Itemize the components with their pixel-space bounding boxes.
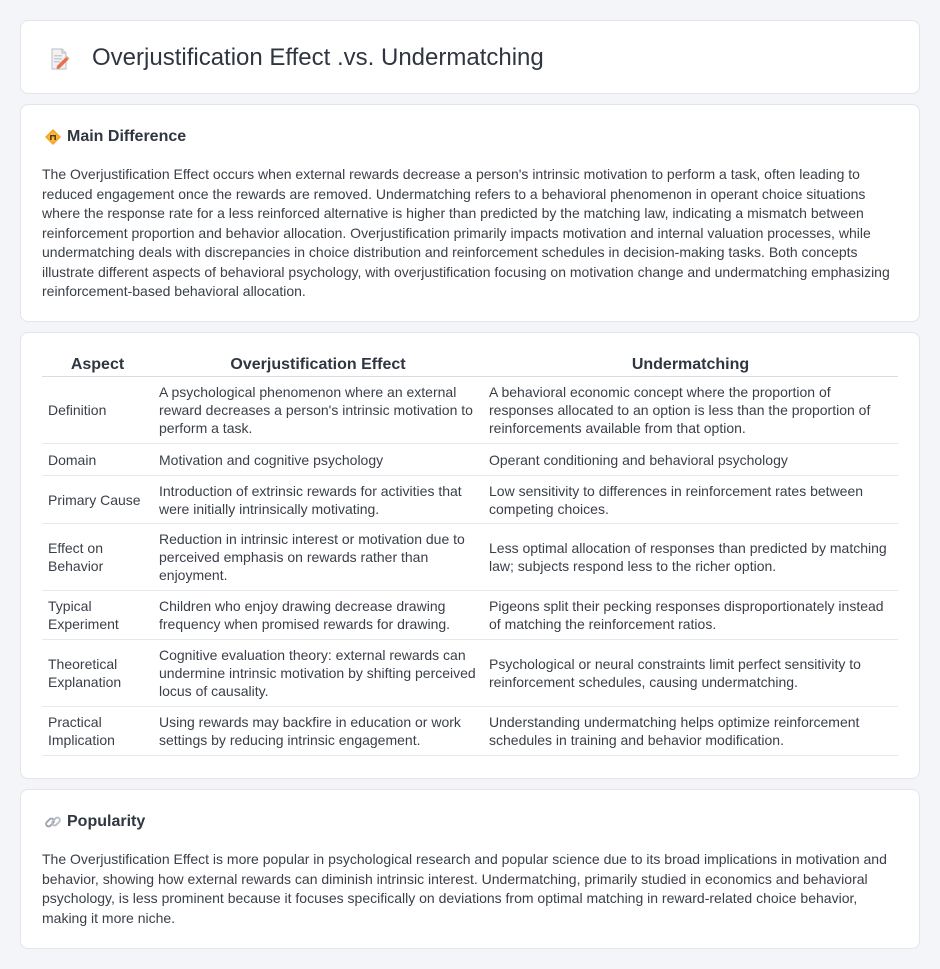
popularity-text: The Overjustification Effect is more popular in psychological research and popular science due to its broad implications in motivation and behavior, showing how external rewards can diminish intrinsic interest. Undermatching, primarily studied in economics and behavioral psychology, is less prominent because it focuses specifically on deviations from optimal matching in reward-related choice behavior, making it more niche. — [42, 851, 887, 926]
table-row — [42, 476, 898, 524]
diamond-sign-icon — [44, 128, 62, 146]
row-undermatching: Less optimal allocation of responses than predicted by matching law; subjects respond less to the richer option. — [483, 524, 898, 591]
table-row — [42, 377, 898, 444]
table-header-row — [42, 353, 898, 377]
header-card — [20, 20, 920, 94]
row-aspect: Typical Experiment — [42, 591, 153, 640]
row-aspect: Definition — [42, 377, 153, 444]
document-edit-icon — [47, 47, 71, 71]
table-row — [42, 524, 898, 591]
row-aspect: Domain — [42, 444, 153, 476]
row-aspect: Effect on Behavior — [42, 524, 153, 591]
comparison-card — [20, 332, 920, 779]
popularity-card — [20, 789, 920, 949]
main-difference-text: The Overjustification Effect occurs when external rewards decrease a person's intrinsic motivation to perform a task, often leading to reduced engagement once the rewards are removed. Undermatching refers to a behavioral phenomenon in operant choice situations where the response rate for a less reinforced alternative is higher than predicted by the matching law, indicating a mismatch between reinforcement proportion and behavior allocation. Overjustification primarily impacts motivation and internal valuation processes, while undermatching deals with discrepancies in choice distribution and reinforcement schedules in decision-making tasks. Both concepts illustrate different aspects of behavioral psychology, with overjustification focusing on motivation change and undermatching emphasizing reinforcement-based behavioral allocation. — [42, 166, 890, 299]
row-undermatching: Operant conditioning and behavioral psychology — [483, 444, 898, 476]
row-aspect: Practical Implication — [42, 707, 153, 756]
page-title: Overjustification Effect .vs. Undermatching — [92, 44, 544, 71]
row-aspect: Theoretical Explanation — [42, 640, 153, 707]
row-overjustification: Reduction in intrinsic interest or motivation due to perceived emphasis on rewards rather than enjoyment. — [153, 524, 483, 591]
header-aspect: Aspect — [42, 353, 153, 377]
table-row — [42, 640, 898, 707]
row-undermatching: A behavioral economic concept where the proportion of responses allocated to an option is less than the proportion of reinforcements available from that option. — [483, 377, 898, 444]
row-undermatching: Psychological or neural constraints limit perfect sensitivity to reinforcement schedules, causing undermatching. — [483, 640, 898, 707]
row-overjustification: Introduction of extrinsic rewards for activities that were initially intrinsically motivating. — [153, 476, 483, 524]
row-overjustification: Children who enjoy drawing decrease drawing frequency when promised rewards for drawing. — [153, 591, 483, 640]
header-overjustification: Overjustification Effect — [153, 353, 483, 377]
link-icon — [44, 813, 62, 831]
popularity-title: Popularity — [67, 813, 146, 830]
row-overjustification: Cognitive evaluation theory: external rewards can undermine intrinsic motivation by shifting perceived locus of causality. — [153, 640, 483, 707]
header-undermatching: Undermatching — [483, 353, 898, 377]
row-overjustification: Using rewards may backfire in education or work settings by reducing intrinsic engagement. — [153, 707, 483, 756]
row-undermatching: Low sensitivity to differences in reinforcement rates between competing choices. — [483, 476, 898, 524]
row-overjustification: A psychological phenomenon where an external reward decreases a person's intrinsic motivation to perform a task. — [153, 377, 483, 444]
main-difference-card — [20, 104, 920, 322]
table-row — [42, 591, 898, 640]
comparison-table — [42, 353, 898, 756]
row-undermatching: Understanding undermatching helps optimize reinforcement schedules in training and behavior modification. — [483, 707, 898, 756]
row-undermatching: Pigeons split their pecking responses disproportionately instead of matching the reinforcement ratios. — [483, 591, 898, 640]
row-overjustification: Motivation and cognitive psychology — [153, 444, 483, 476]
table-row — [42, 707, 898, 756]
row-aspect: Primary Cause — [42, 476, 153, 524]
main-difference-title: Main Difference — [67, 128, 187, 145]
table-row — [42, 444, 898, 476]
